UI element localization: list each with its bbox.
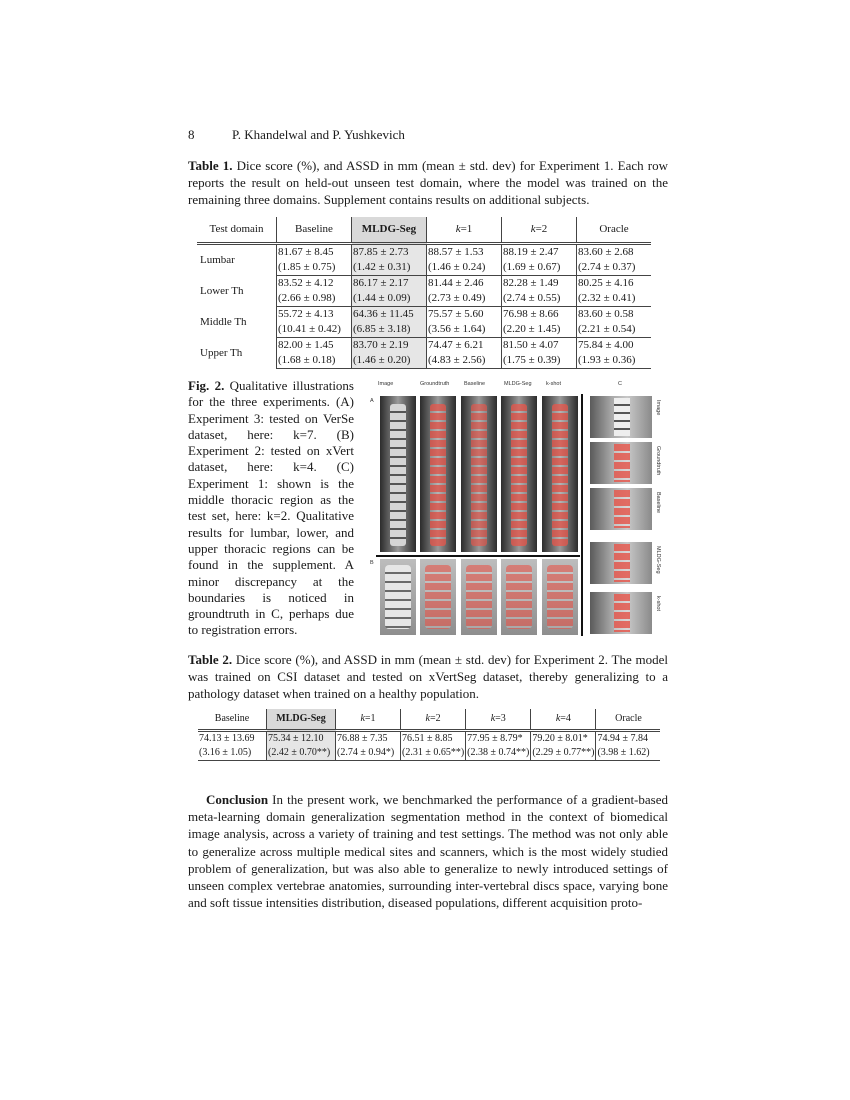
table1-dice-cell: 74.47 ± 6.21 bbox=[427, 338, 502, 354]
segmentation-overlay bbox=[614, 594, 630, 632]
table1-assd-cell: (2.66 ± 0.98) bbox=[277, 291, 352, 307]
figure-panel-b-scan bbox=[501, 559, 537, 635]
table1-dice-cell: 88.19 ± 2.47 bbox=[502, 245, 577, 260]
table1-header: Baseline bbox=[277, 217, 352, 244]
segmentation-overlay bbox=[614, 490, 630, 528]
table1-dice-cell: 83.60 ± 2.68 bbox=[577, 245, 652, 260]
table2 bbox=[198, 709, 660, 761]
table1-label: Table 1. bbox=[188, 158, 233, 173]
figure-panel-letter: A bbox=[370, 398, 374, 404]
figure-panel-c-scan bbox=[590, 442, 652, 484]
figure-panel-c-scan bbox=[590, 592, 652, 634]
figure-panel-letter: C bbox=[618, 381, 622, 387]
conclusion-text: In the present work, we benchmarked the performance of a gradient-based meta-learning domain generalization segmentation method in the context of biomedical image analysis, across a variety of training and test settings. The method was not only able to generalize across multiple medical sites and scanners, which is the most widely studied problem of generalization, but was also able to generalize to newly introduced settings of unseen complex vertebrae anatomies, surrounding inter-vertebral discs space, varying bone and soft tissue intensities distribution, diseased populations, different acquisition proto- bbox=[188, 792, 668, 911]
table1-caption bbox=[188, 157, 668, 208]
figure-panel-c-scan bbox=[590, 396, 652, 438]
conclusion-paragraph bbox=[188, 791, 668, 911]
table1-dice-cell: 83.60 ± 0.58 bbox=[577, 307, 652, 323]
table1-dice-row bbox=[197, 338, 651, 354]
table1-assd-cell: (1.93 ± 0.36) bbox=[577, 353, 652, 369]
figure-panel-c-row-label: MLDG-Seg bbox=[655, 546, 661, 574]
table1-assd-cell: (2.21 ± 0.54) bbox=[577, 322, 652, 338]
table1-dice-cell: 83.70 ± 2.19 bbox=[352, 338, 427, 354]
table2-header: k=2 bbox=[401, 709, 466, 731]
table1-body bbox=[197, 245, 651, 369]
table1-assd-cell: (2.20 ± 1.45) bbox=[502, 322, 577, 338]
segmentation-overlay bbox=[547, 565, 573, 629]
table2-assd-cell: (2.42 ± 0.70**) bbox=[267, 746, 336, 761]
table1-dice-cell: 81.50 ± 4.07 bbox=[502, 338, 577, 354]
table2-dice-cell: 79.20 ± 8.01* bbox=[531, 732, 596, 746]
vertebra-column-shape bbox=[614, 398, 630, 436]
figure-column-title: Image bbox=[378, 381, 394, 387]
figure-panel-b-scan bbox=[420, 559, 456, 635]
table2-assd-cell: (2.31 ± 0.65**) bbox=[401, 746, 466, 761]
table1-assd-cell: (6.85 ± 3.18) bbox=[352, 322, 427, 338]
table1-dice-row bbox=[197, 307, 651, 323]
figure-panel-c-scan bbox=[590, 542, 652, 584]
table2-header: k=1 bbox=[336, 709, 401, 731]
figure-panel-a-scan bbox=[380, 396, 416, 552]
table1-dice-cell: 75.57 ± 5.60 bbox=[427, 307, 502, 323]
table1-assd-cell: (2.32 ± 0.41) bbox=[577, 291, 652, 307]
table1-dice-cell: 82.28 ± 1.49 bbox=[502, 276, 577, 292]
table1-header: Test domain bbox=[197, 217, 277, 244]
table2-caption-text: Dice score (%), and ASSD in mm (mean ± std. dev) for Experiment 2. The model was trained on CSI dataset and tested on xVertSeg dataset, thereby generalizing to a pathology dataset when trained on a healthy population. bbox=[188, 652, 668, 701]
table2-assd-cell: (2.29 ± 0.77**) bbox=[531, 746, 596, 761]
table2-dice-cell: 76.51 ± 8.85 bbox=[401, 732, 466, 746]
segmentation-overlay bbox=[425, 565, 451, 629]
figure-panel-a-scan bbox=[420, 396, 456, 552]
segmentation-overlay bbox=[614, 544, 630, 582]
table1-caption-text: Dice score (%), and ASSD in mm (mean ± std. dev) for Experiment 1. Each row reports the result on held-out unseen test domain, where the model was trained on the remaining three domains. Supplement contains results on additional subjects. bbox=[188, 158, 668, 207]
figure-column-title: MLDG-Seg bbox=[504, 381, 532, 387]
running-head-authors: P. Khandelwal and P. Yushkevich bbox=[232, 127, 405, 142]
table1-dice-cell: 75.84 ± 4.00 bbox=[577, 338, 652, 354]
table1-dice-cell: 55.72 ± 4.13 bbox=[277, 307, 352, 323]
table1-header: k=2 bbox=[502, 217, 577, 244]
figure-panel-a-scan bbox=[501, 396, 537, 552]
figure-panel-c-row-label: Image bbox=[655, 400, 661, 416]
running-head bbox=[188, 127, 405, 143]
vertebra-column-shape bbox=[385, 565, 411, 629]
segmentation-overlay bbox=[430, 404, 446, 546]
page-number: 8 bbox=[188, 127, 195, 142]
table1-dice-cell: 87.85 ± 2.73 bbox=[352, 245, 427, 260]
table2-assd-cell: (2.74 ± 0.94*) bbox=[336, 746, 401, 761]
figure-column-title: Groundtruth bbox=[420, 381, 450, 387]
table1-dice-cell: 81.44 ± 2.46 bbox=[427, 276, 502, 292]
table1-dice-cell: 81.67 ± 8.45 bbox=[277, 245, 352, 260]
table2-assd-row bbox=[198, 746, 660, 761]
figure2-caption-text: Qualitative illustrations for the three experiments. (A) Experiment 3: tested on VerSe dataset, here: k=7. (B) Experiment 2: tested on xVert dataset, here: k=4. (C) Experiment 1: shown is the middle thoracic region as the test set, here: k=2. Qualitative results for lumbar, lower, and upper thoracic regions can be found in the supplement. A minor discrepancy at the boundaries is noticed in groundtruth in C, perhaps due to registration errors. bbox=[188, 378, 354, 638]
table2-dice-cell: 74.94 ± 7.84 bbox=[596, 732, 661, 746]
table1-assd-cell: (1.85 ± 0.75) bbox=[277, 260, 352, 276]
segmentation-overlay bbox=[466, 565, 492, 629]
table1-assd-cell: (1.46 ± 0.20) bbox=[352, 353, 427, 369]
table1-assd-cell: (3.56 ± 1.64) bbox=[427, 322, 502, 338]
table1-domain-cell: Lower Th bbox=[200, 284, 244, 297]
table1-header-highlight: MLDG-Seg bbox=[352, 217, 427, 244]
table1-assd-cell: (1.42 ± 0.31) bbox=[352, 260, 427, 276]
table1-assd-cell: (1.69 ± 0.67) bbox=[502, 260, 577, 276]
table1-dice-row bbox=[197, 245, 651, 260]
table2-dice-cell: 74.13 ± 13.69 bbox=[199, 733, 255, 744]
figure-panel-b-scan bbox=[380, 559, 416, 635]
table1-assd-cell: (2.74 ± 0.37) bbox=[577, 260, 652, 276]
table2-header: Baseline bbox=[198, 709, 267, 731]
segmentation-overlay bbox=[511, 404, 527, 546]
figure-panel-c-row-label: Baseline bbox=[655, 492, 661, 514]
segmentation-overlay bbox=[471, 404, 487, 546]
table1-dice-cell: 76.98 ± 8.66 bbox=[502, 307, 577, 323]
table1-dice-cell: 64.36 ± 11.45 bbox=[352, 307, 427, 323]
table2-header: k=3 bbox=[466, 709, 531, 731]
table1-header: k=1 bbox=[427, 217, 502, 244]
figure-panel-a-scan bbox=[461, 396, 497, 552]
table2-assd-cell: (2.38 ± 0.74**) bbox=[466, 746, 531, 761]
figure-column-title: k-shot bbox=[546, 381, 561, 387]
table2-assd-cell: (3.16 ± 1.05) bbox=[198, 746, 267, 761]
table1-assd-cell: (1.46 ± 0.24) bbox=[427, 260, 502, 276]
table1-domain-cell: Lumbar bbox=[200, 253, 235, 266]
figure-panel-b-scan bbox=[461, 559, 497, 635]
figure2-image bbox=[368, 378, 666, 638]
table1-dice-cell: 88.57 ± 1.53 bbox=[427, 245, 502, 260]
table2-header-highlight: MLDG-Seg bbox=[267, 709, 336, 731]
figure2-label: Fig. 2. bbox=[188, 378, 225, 393]
segmentation-overlay bbox=[614, 444, 630, 482]
table2-label: Table 2. bbox=[188, 652, 233, 667]
table1-assd-cell: (1.68 ± 0.18) bbox=[277, 353, 352, 369]
table1-dice-row bbox=[197, 276, 651, 292]
table2-caption bbox=[188, 651, 668, 702]
figure-panel-c-row-label: k-shot bbox=[655, 596, 661, 611]
table2-dice-cell: 75.34 ± 12.10 bbox=[267, 732, 336, 746]
table1-header-row bbox=[197, 217, 651, 244]
figure-panel-a-scan bbox=[542, 396, 578, 552]
table1-dice-cell: 86.17 ± 2.17 bbox=[352, 276, 427, 292]
figure-divider bbox=[376, 555, 580, 557]
figure-panel-c-row-label: Groundtruth bbox=[655, 446, 661, 476]
figure-panel-letter: B bbox=[370, 560, 374, 566]
figure-panel-b-scan bbox=[542, 559, 578, 635]
table1-assd-cell: (1.44 ± 0.09) bbox=[352, 291, 427, 307]
vertebra-column-shape bbox=[390, 404, 406, 546]
table1-assd-cell: (2.74 ± 0.55) bbox=[502, 291, 577, 307]
figure2-caption bbox=[188, 378, 354, 639]
table2-header-row bbox=[198, 709, 660, 731]
figure-divider bbox=[581, 394, 583, 636]
conclusion-heading: Conclusion bbox=[206, 792, 269, 807]
table1-header: Oracle bbox=[577, 217, 652, 244]
table1-assd-cell: (10.41 ± 0.42) bbox=[277, 322, 352, 338]
table1-domain-cell: Middle Th bbox=[200, 315, 247, 328]
table1-domain-cell: Upper Th bbox=[200, 346, 243, 359]
table1-assd-cell: (2.73 ± 0.49) bbox=[427, 291, 502, 307]
table1-dice-cell: 80.25 ± 4.16 bbox=[577, 276, 652, 292]
table2-header: k=4 bbox=[531, 709, 596, 731]
table1-dice-cell: 82.00 ± 1.45 bbox=[277, 338, 352, 354]
segmentation-overlay bbox=[506, 565, 532, 629]
table1 bbox=[197, 217, 651, 369]
segmentation-overlay bbox=[552, 404, 568, 546]
table1-dice-cell: 83.52 ± 4.12 bbox=[277, 276, 352, 292]
table2-dice-row bbox=[198, 732, 660, 746]
table2-dice-cell: 77.95 ± 8.79* bbox=[466, 732, 531, 746]
figure-panel-c-scan bbox=[590, 488, 652, 530]
table1-assd-cell: (4.83 ± 2.56) bbox=[427, 353, 502, 369]
figure-column-title: Baseline bbox=[464, 381, 486, 387]
table2-header: Oracle bbox=[596, 709, 661, 731]
table2-dice-cell: 76.88 ± 7.35 bbox=[336, 732, 401, 746]
table2-assd-cell: (3.98 ± 1.62) bbox=[596, 746, 661, 761]
table1-assd-cell: (1.75 ± 0.39) bbox=[502, 353, 577, 369]
